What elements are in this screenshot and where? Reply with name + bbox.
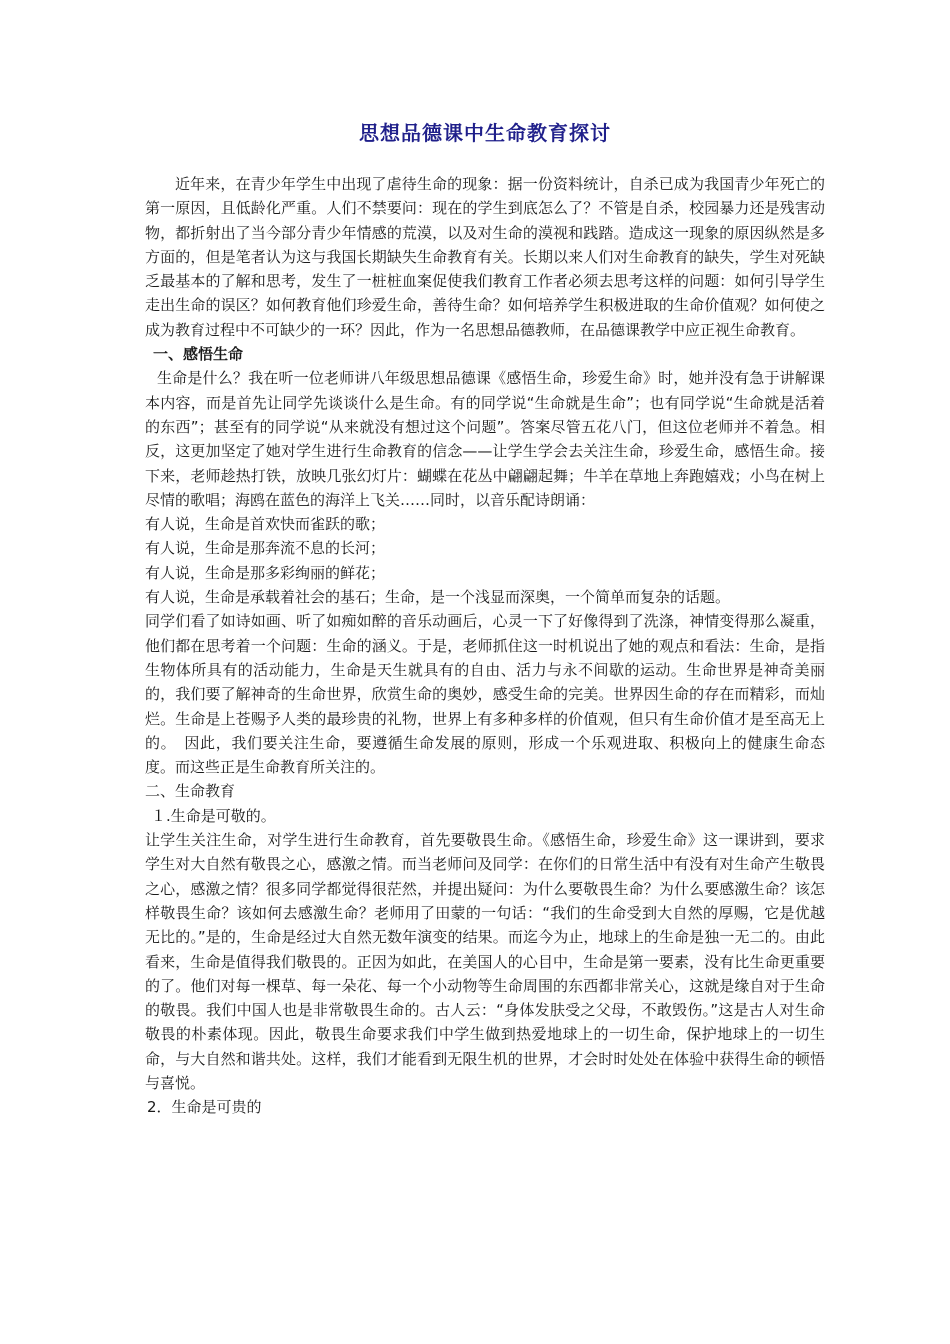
section-heading-2: 二、生命教育 [145, 782, 236, 801]
subsection-heading-1: １.生命是可敬的。 [151, 806, 276, 825]
section-heading-1: 一、感悟生命 [153, 345, 244, 364]
intro-paragraph: 近年来，在青少年学生中出现了虐待生命的现象：据一份资料统计，自杀已成为我国青少年死亡的第一原因，且低龄化严重。人们不禁要问：现在的学生到底怎么了？不管是自杀，校园暴力还是残害动物，都折射出了当今部分青少年情感的荒漠，以及对生命的漠视和践踏。造成这一现象的原因纵然是多方面的，但是笔者认为这与我国长期缺失生命教育有关。长期以来人们对生命教育的缺失，学生对死缺乏最基本的了解和思考，发生了一桩桩血案促使我们教育工作者必须去思考这样的问题：如何引导学生走出生命的误区？如何教育他们珍爱生命，善待生命？如何培养学生积极进取的生命价值观？如何使之成为教育过程中不可缺少的一环？因此，作为一名思想品德教师，在品德课教学中应正视生命教育。 [145, 175, 825, 339]
body-paragraph: 让学生关注生命，对学生进行生命教育，首先要敬畏生命。《感悟生命，珍爱生命》这一课讲到，要求学生对大自然有敬畏之心，感激之情。而当老师问及同学：在你们的日常生活中有没有对生命产生敬畏之心，感激之情？很多同学都觉得很茫然，并提出疑问：为什么要敬畏生命？为什么要感激生命？该怎样敬畏生命？该如何去感激生命？老师用了田蒙的一句话：“我们的生命受到大自然的厚赐，它是优越无比的。”是的，生命是经过大自然无数年演变的结果。而迄今为止，地球上的生命是独一无二的。由此看来，生命是值得我们敬畏的。正因为如此，在美国人的心目中，生命是第一要素，没有比生命更重要的了。他们对每一棵草、每一朵花、每一个小动物等生命周围的东西都非常关心，这就是缘自对于生命的敬畏。我们中国人也是非常敬畏生命的。古人云：“身体发肤受之父母，不敢毁伤。”这是古人对生命敬畏的朴素体现。因此，敬畏生命要求我们中学生做到热爱地球上的一切生命，保护地球上的一切生命，与大自然和谐共处。这样，我们才能看到无限生机的世界，才会时时处处在体验中获得生命的顿悟与喜悦。 [145, 831, 825, 1092]
document-title: 思想品德课中生命教育探讨 [359, 121, 611, 145]
poem-line: 有人说，生命是承载着社会的基石；生命，是一个浅显而深奥，一个简单而复杂的话题。 [145, 588, 731, 607]
poem-line: 有人说，生命是那奔流不息的长河； [145, 539, 386, 558]
subsection-heading-2: 2．生命是可贵的 [147, 1098, 262, 1117]
body-paragraph: 同学们看了如诗如画、听了如痴如醉的音乐动画后，心灵一下了好像得到了洗涤，神情变得那么凝重，他们都在思考着一个问题：生命的涵义。于是，老师抓住这一时机说出了她的观点和看法：生命，是指生物体所具有的活动能力，生命是天生就具有的自由、活力与永不间歇的运动。生命世界是神奇美丽的，我们要了解神奇的生命世界，欣赏生命的奥妙，感受生命的完美。世界因生命的存在而精彩，而灿烂。生命是上苍赐予人类的最珍贵的礼物，世界上有多种多样的价值观，但只有生命价值才是至高无上的。 因此，我们要关注生命，要遵循生命发展的原则，形成一个乐观进取、积极向上的健康生命态度。而这些正是生命教育所关注的。 [145, 612, 825, 777]
poem-line: 有人说，生命是首欢快而雀跃的歌； [145, 515, 386, 534]
poem-line: 有人说，生命是那多彩绚丽的鲜花； [145, 563, 386, 582]
body-paragraph: 生命是什么？我在听一位老师讲八年级思想品德课《感悟生命，珍爱生命》时，她并没有急于讲解课本内容，而是首先让同学先谈谈什么是生命。有的同学说“生命就是生命”；也有同学说“生命就是活着的东西”；甚至有的同学说“从来就没有想过这个问题”。答案尽管五花八门，但这位老师并不着急。相反，这更加坚定了她对学生进行生命教育的信念——让学生学会去关注生命，珍爱生命，感悟生命。接下来，老师趁热打铁，放映几张幻灯片：蝴蝶在花丛中翩翩起舞；牛羊在草地上奔跑嬉戏；小鸟在树上尽情的歌唱；海鸥在蓝色的海洋上飞关……同时，以音乐配诗朗诵： [145, 369, 825, 509]
document-page [145, 118, 825, 1120]
